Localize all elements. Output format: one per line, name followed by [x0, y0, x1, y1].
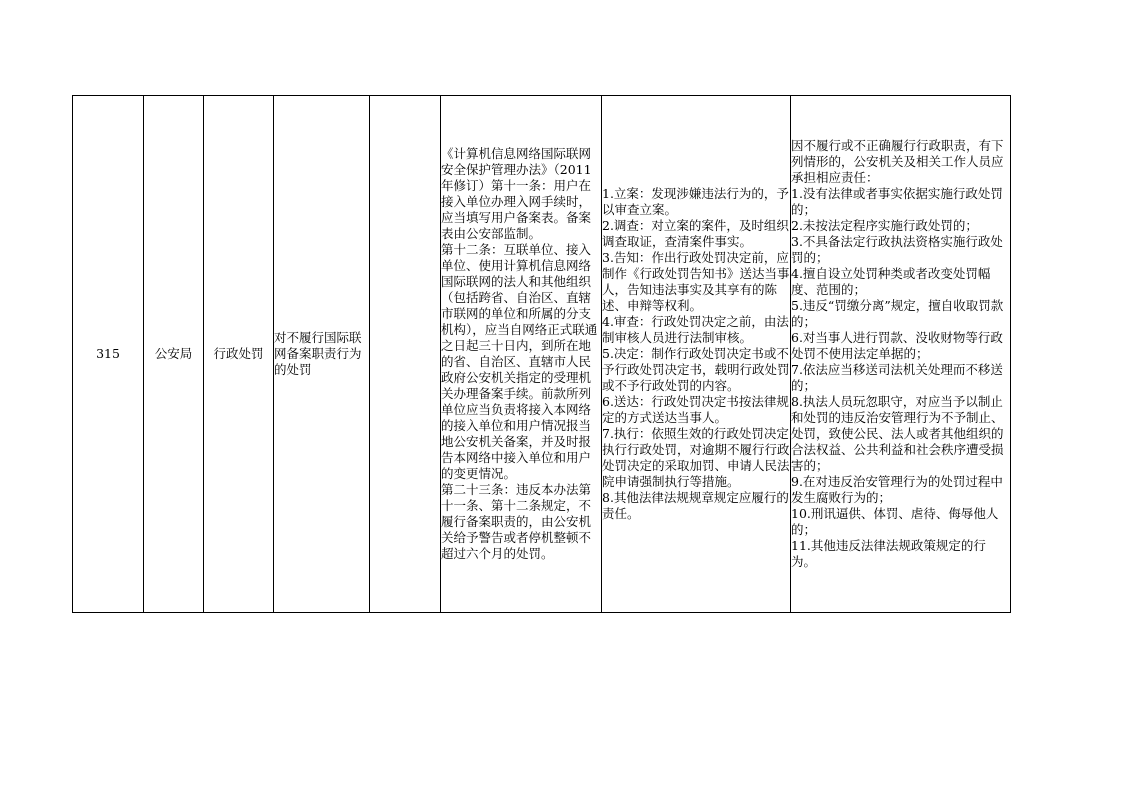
empty-cell	[370, 96, 441, 613]
responsibility-line: 5.违反“罚缴分离”规定，擅自收取罚款的；	[791, 298, 1004, 329]
responsibility-line: 4.擅自设立处罚种类或者改变处罚幅度、范围的；	[791, 266, 991, 297]
department-cell: 公安局	[144, 96, 204, 613]
process-step: 6.送达：行政处罚决定书按法律规定的方式送达当事人。	[602, 394, 789, 425]
responsibility-line: 7.依法应当移送司法机关处理而不移送的；	[791, 362, 1003, 393]
process-cell	[602, 96, 791, 613]
process-step: 8.其他法律法规规章规定应履行的责任。	[602, 490, 789, 521]
legal-basis-line: 第二十三条：违反本办法第十一条、第十二条规定，不履行备案职责的，由公安机关给予警告或者停机整顿不超过六个月的处罚。	[441, 482, 592, 561]
responsibility-line: 3.不具备法定行政执法资格实施行政处罚的；	[791, 234, 1003, 265]
process-step: 7.执行：依照生效的行政处罚决定执行行政处罚，对逾期不履行行政处罚决定的采取加罚、申请人民法院申请强制执行等措施。	[602, 426, 790, 489]
item-name-cell: 对不履行国际联网备案职责行为的处罚	[274, 96, 370, 613]
process-step: 1.立案：发现涉嫌违法行为的，予以审查立案。	[602, 186, 789, 217]
responsibility-line: 6.对当事人进行罚款、没收财物等行政处罚不使用法定单据的；	[791, 330, 1003, 361]
table-row	[73, 96, 1011, 613]
power-category-cell: 行政处罚	[204, 96, 274, 613]
responsibility-line: 11.其他违反法律法规政策规定的行为。	[791, 538, 986, 569]
responsibility-line: 2.未按法定程序实施行政处罚的；	[791, 218, 978, 233]
responsibility-line: 1.没有法律或者事实依据实施行政处罚的；	[791, 186, 1003, 217]
process-step: 5.决定：制作行政处罚决定书或不予行政处罚决定书，载明行政处罚或不予行政处罚的内容。	[602, 346, 790, 393]
responsibility-line: 9.在对违反治安管理行为的处罚过程中发生腐败行为的；	[791, 474, 1003, 505]
process-step: 2.调查：对立案的案件，及时组织调查取证，查清案件事实。	[602, 218, 789, 249]
process-step: 4.审查：行政处罚决定之前，由法制审核人员进行法制审核。	[602, 314, 789, 345]
responsibility-cell	[791, 96, 1011, 613]
responsibility-line: 因不履行或不正确履行行政职责，有下列情形的，公安机关及相关工作人员应承担相应责任：	[791, 138, 1004, 185]
responsibility-line: 8.执法人员玩忽职守，对应当予以制止和处罚的违反治安管理行为不予制止、处罚，致使公民、法人或者其他组织的合法权益、公共利益和社会秩序遭受损害的；	[791, 394, 1004, 473]
process-step: 3.告知：作出行政处罚决定前，应制作《行政处罚告知书》送达当事人，告知违法事实及其享有的陈述、申辩等权利。	[602, 250, 790, 313]
power-list-table	[72, 95, 1011, 613]
legal-basis-line: 第十二条：互联单位、接入单位、使用计算机信息网络国际联网的法人和其他组织（包括跨省、自治区、直辖市联网的单位和所属的分支机构），应当自网络正式联通之日起三十日内，到所在地的省、自治区、直辖市人民政府公安机关指定的受理机关办理备案手续。前款所列单位应当负责将接入本网络的接入单位和用户情况报当地公安机关备案，并及时报告本网络中接入单位和用户的变更情况。	[441, 242, 598, 481]
legal-basis-line: 《计算机信息网络国际联网安全保护管理办法》（2011年修订）第十一条：用户在接入单位办理入网手续时，应当填写用户备案表。备案表由公安部监制。	[441, 146, 592, 241]
item-number-cell: 315	[73, 96, 144, 613]
responsibility-line: 10.刑讯逼供、体罚、虐待、侮辱他人的；	[791, 506, 999, 537]
legal-basis-cell	[441, 96, 602, 613]
